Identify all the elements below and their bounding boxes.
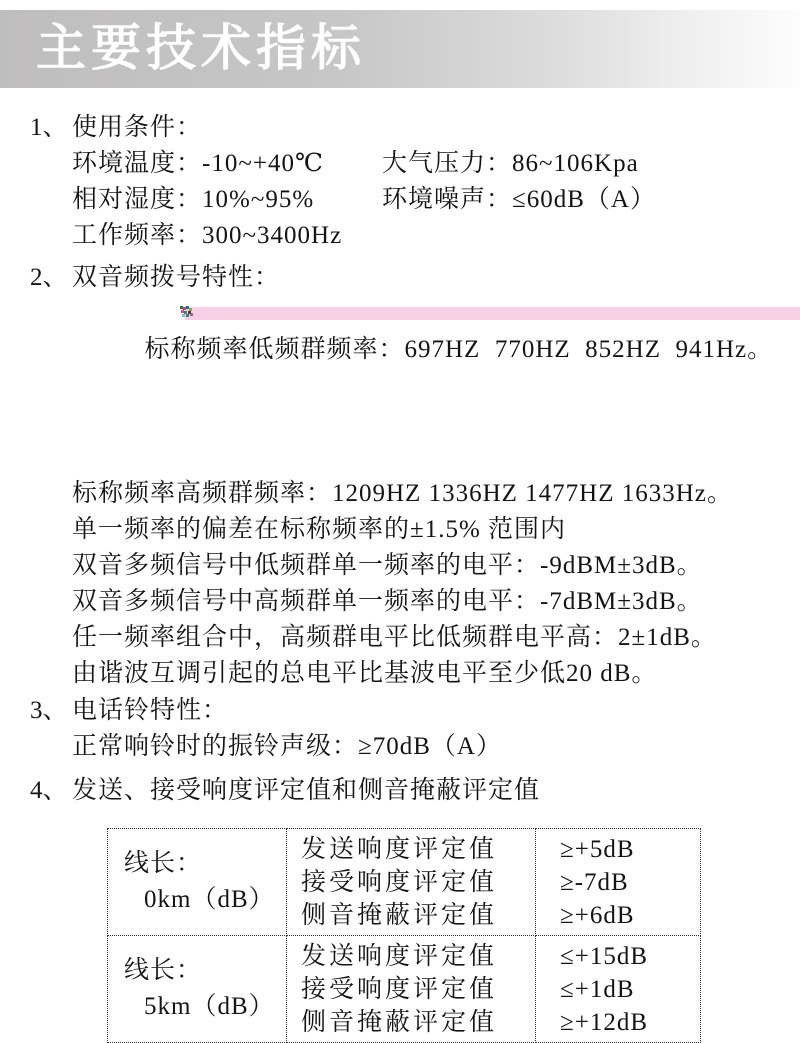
section-title: 双音频拨号特性：: [72, 264, 281, 291]
section-title: 使用条件：: [72, 114, 203, 141]
section-telephone-ring: [0, 692, 800, 765]
spec-right: 环境噪声：≤60dB（A）: [382, 186, 656, 213]
criterion-value: ≤+1dB: [560, 975, 635, 1003]
header-banner: [0, 10, 800, 88]
criterion-value: ≥+6dB: [560, 901, 635, 929]
table-row-5km: [108, 936, 701, 1043]
section-dtmf-dialing: [0, 259, 800, 692]
cell-values: [536, 936, 701, 1043]
spec-line: [72, 512, 800, 548]
spec-left: 相对湿度：10%~95%: [72, 186, 315, 213]
spec-text: 双音多频信号中高频群单一频率的电平：-7dBM±3dB。: [72, 588, 703, 615]
section-heading: [0, 692, 800, 729]
cell-line-length: [108, 829, 287, 936]
criterion: 发送响度评定值: [301, 942, 498, 970]
spec-line: [72, 476, 800, 512]
criterion-value: ≥+5dB: [560, 835, 635, 863]
section-number: 3、: [30, 697, 68, 724]
criterion: 侧音掩蔽评定值: [301, 901, 498, 929]
line-length-label: 线长：: [124, 957, 203, 984]
section-title: 发送、接受响度评定值和侧音掩蔽评定值: [72, 777, 541, 804]
spec-line: [72, 146, 800, 182]
spec-right: 大气压力：86~106Kpa: [382, 150, 639, 177]
cell-line-length: [108, 936, 287, 1043]
spec-line: [72, 584, 800, 620]
line-length-value: 0km（dB）: [144, 886, 275, 913]
spec-line: [72, 218, 800, 254]
pink-highlight-band: [185, 307, 800, 320]
spec-line: [72, 620, 800, 656]
section-heading: [0, 772, 800, 809]
criterion-value: ≥-7dB: [560, 868, 629, 896]
spec-line: [72, 729, 800, 765]
page-title: 主要技术指标: [36, 20, 366, 76]
section-title: 电话铃特性：: [72, 697, 229, 724]
spec-text: 双音多频信号中低频群单一频率的电平：-9dBM±3dB。: [72, 552, 703, 579]
criterion-value: ≤+15dB: [560, 942, 648, 970]
section-number: 2、: [30, 264, 68, 291]
spec-left: 工作频率：300~3400Hz: [72, 222, 343, 249]
section-heading: [0, 259, 800, 296]
spec-line-low-freq-group: [72, 296, 800, 476]
cell-criteria: [287, 936, 536, 1043]
criterion: 接受响度评定值: [301, 975, 498, 1003]
spec-text: 标称频率低频群频率：697HZ 770HZ 852HZ 941Hz。: [144, 336, 774, 363]
cell-values: [536, 829, 701, 936]
spec-line: [72, 182, 800, 218]
section-loudness-ratings: [0, 772, 800, 809]
document-body: [0, 109, 800, 1043]
cell-criteria: [287, 829, 536, 936]
spec-text: 任一频率组合中，高频群电平比低频群电平高：2±1dB。: [72, 624, 717, 651]
table-row-0km: [108, 829, 701, 936]
spec-left: 环境温度：-10~+40℃: [72, 150, 324, 177]
criterion: 发送响度评定值: [301, 835, 498, 863]
criterion: 接受响度评定值: [301, 868, 498, 896]
spec-text: 由谐波互调引起的总电平比基波电平至少低20 dB。: [72, 660, 658, 687]
criterion-value: ≥+12dB: [560, 1008, 648, 1036]
spec-text: 标称频率高频群频率：1209HZ 1336HZ 1477HZ 1633Hz。: [72, 480, 733, 507]
section-heading: [0, 109, 800, 146]
criterion: 侧音掩蔽评定值: [301, 1008, 498, 1036]
spec-text: 单一频率的偏差在标称频率的±1.5% 范围内: [72, 516, 567, 543]
section-number: 4、: [30, 777, 68, 804]
section-content: [72, 296, 800, 692]
section-usage-conditions: [0, 109, 800, 254]
section-content: [72, 146, 800, 254]
section-number: 1、: [30, 114, 68, 141]
spec-line: [72, 656, 800, 692]
spec-text: 正常响铃时的振铃声级：≥70dB（A）: [72, 733, 502, 760]
pixel-noise-artifact: [180, 306, 183, 309]
spec-line: [72, 548, 800, 584]
loudness-rating-table: [107, 828, 701, 1043]
line-length-value: 5km（dB）: [144, 993, 275, 1020]
section-content: [72, 729, 800, 765]
line-length-label: 线长：: [124, 850, 203, 877]
